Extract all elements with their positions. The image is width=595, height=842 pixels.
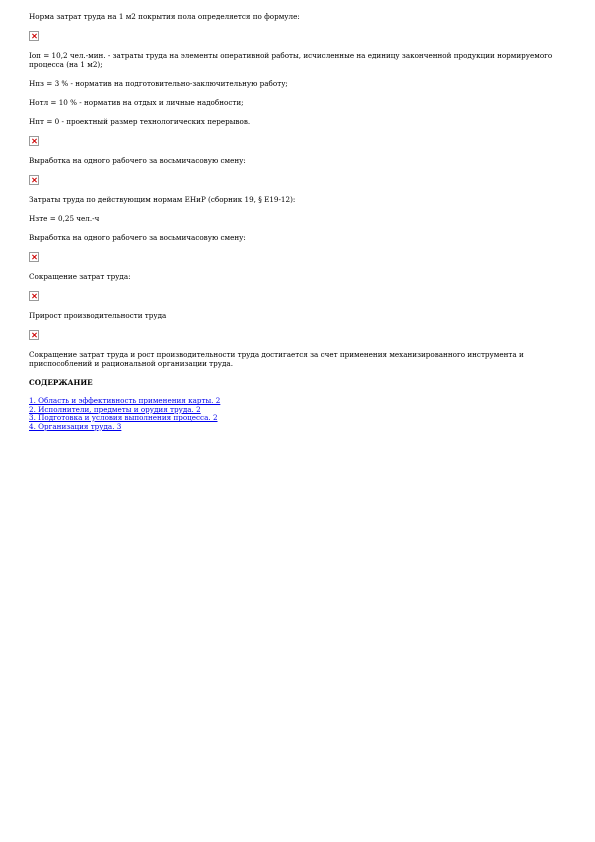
table-of-contents bbox=[29, 397, 559, 431]
broken-image-icon bbox=[29, 31, 39, 41]
paragraph-notl: Нотл = 10 % - норматив на отдых и личные надобности; bbox=[29, 98, 244, 107]
paragraph-npz: Нпз = 3 % - норматив на подготовительно-заключительную работу; bbox=[29, 79, 288, 88]
toc-link-2[interactable]: 2. Исполнители, предметы и орудия труда. 2 bbox=[29, 404, 201, 414]
document-body bbox=[29, 12, 559, 431]
paragraph-conclusion: Сокращение затрат труда и рост производительности труда достигается за счет применения механизированного инструмента и приспособлений и рациональной организации труда. bbox=[29, 350, 524, 368]
broken-image-icon bbox=[29, 136, 39, 146]
broken-image-icon bbox=[29, 330, 39, 340]
paragraph-output-1: Выработка на одного рабочего за восьмичасовую смену: bbox=[29, 156, 246, 165]
paragraph-top-definition: Іоп = 10,2 чел.-мин. - затраты труда на элементы оперативной работы, исчисленные на единицу законченной продукции нормируемого процесса (на 1 м2); bbox=[29, 51, 553, 69]
paragraph-labor-reduction: Сокращение затрат труда: bbox=[29, 272, 131, 281]
broken-image-icon bbox=[29, 252, 39, 262]
toc-heading: СОДЕРЖАНИЕ bbox=[29, 378, 93, 387]
paragraph-productivity-growth: Прирост производительности труда bbox=[29, 311, 167, 320]
toc-link-1[interactable]: 1. Область и эффективность применения карты. 2 bbox=[29, 396, 221, 405]
paragraph-enir: Затраты труда по действующим нормам ЕНиР (сборник 19, § Е19-12): bbox=[29, 195, 296, 204]
paragraph-formula-intro: Норма затрат труда на 1 м2 покрытия пола определяется по формуле: bbox=[29, 12, 300, 21]
toc-link-3[interactable]: 3. Подготовка и условия выполнения процесса. 2 bbox=[29, 413, 218, 422]
broken-image-icon bbox=[29, 291, 39, 301]
toc-link-4[interactable]: 4. Организация труда. 3 bbox=[29, 421, 122, 431]
paragraph-output-2: Выработка на одного рабочего за восьмичасовую смену: bbox=[29, 233, 246, 242]
paragraph-nzte: Нзте = 0,25 чел.-ч bbox=[29, 214, 100, 223]
broken-image-icon bbox=[29, 175, 39, 185]
paragraph-npt: Нпт = 0 - проектный размер технологических перерывов. bbox=[29, 117, 251, 126]
